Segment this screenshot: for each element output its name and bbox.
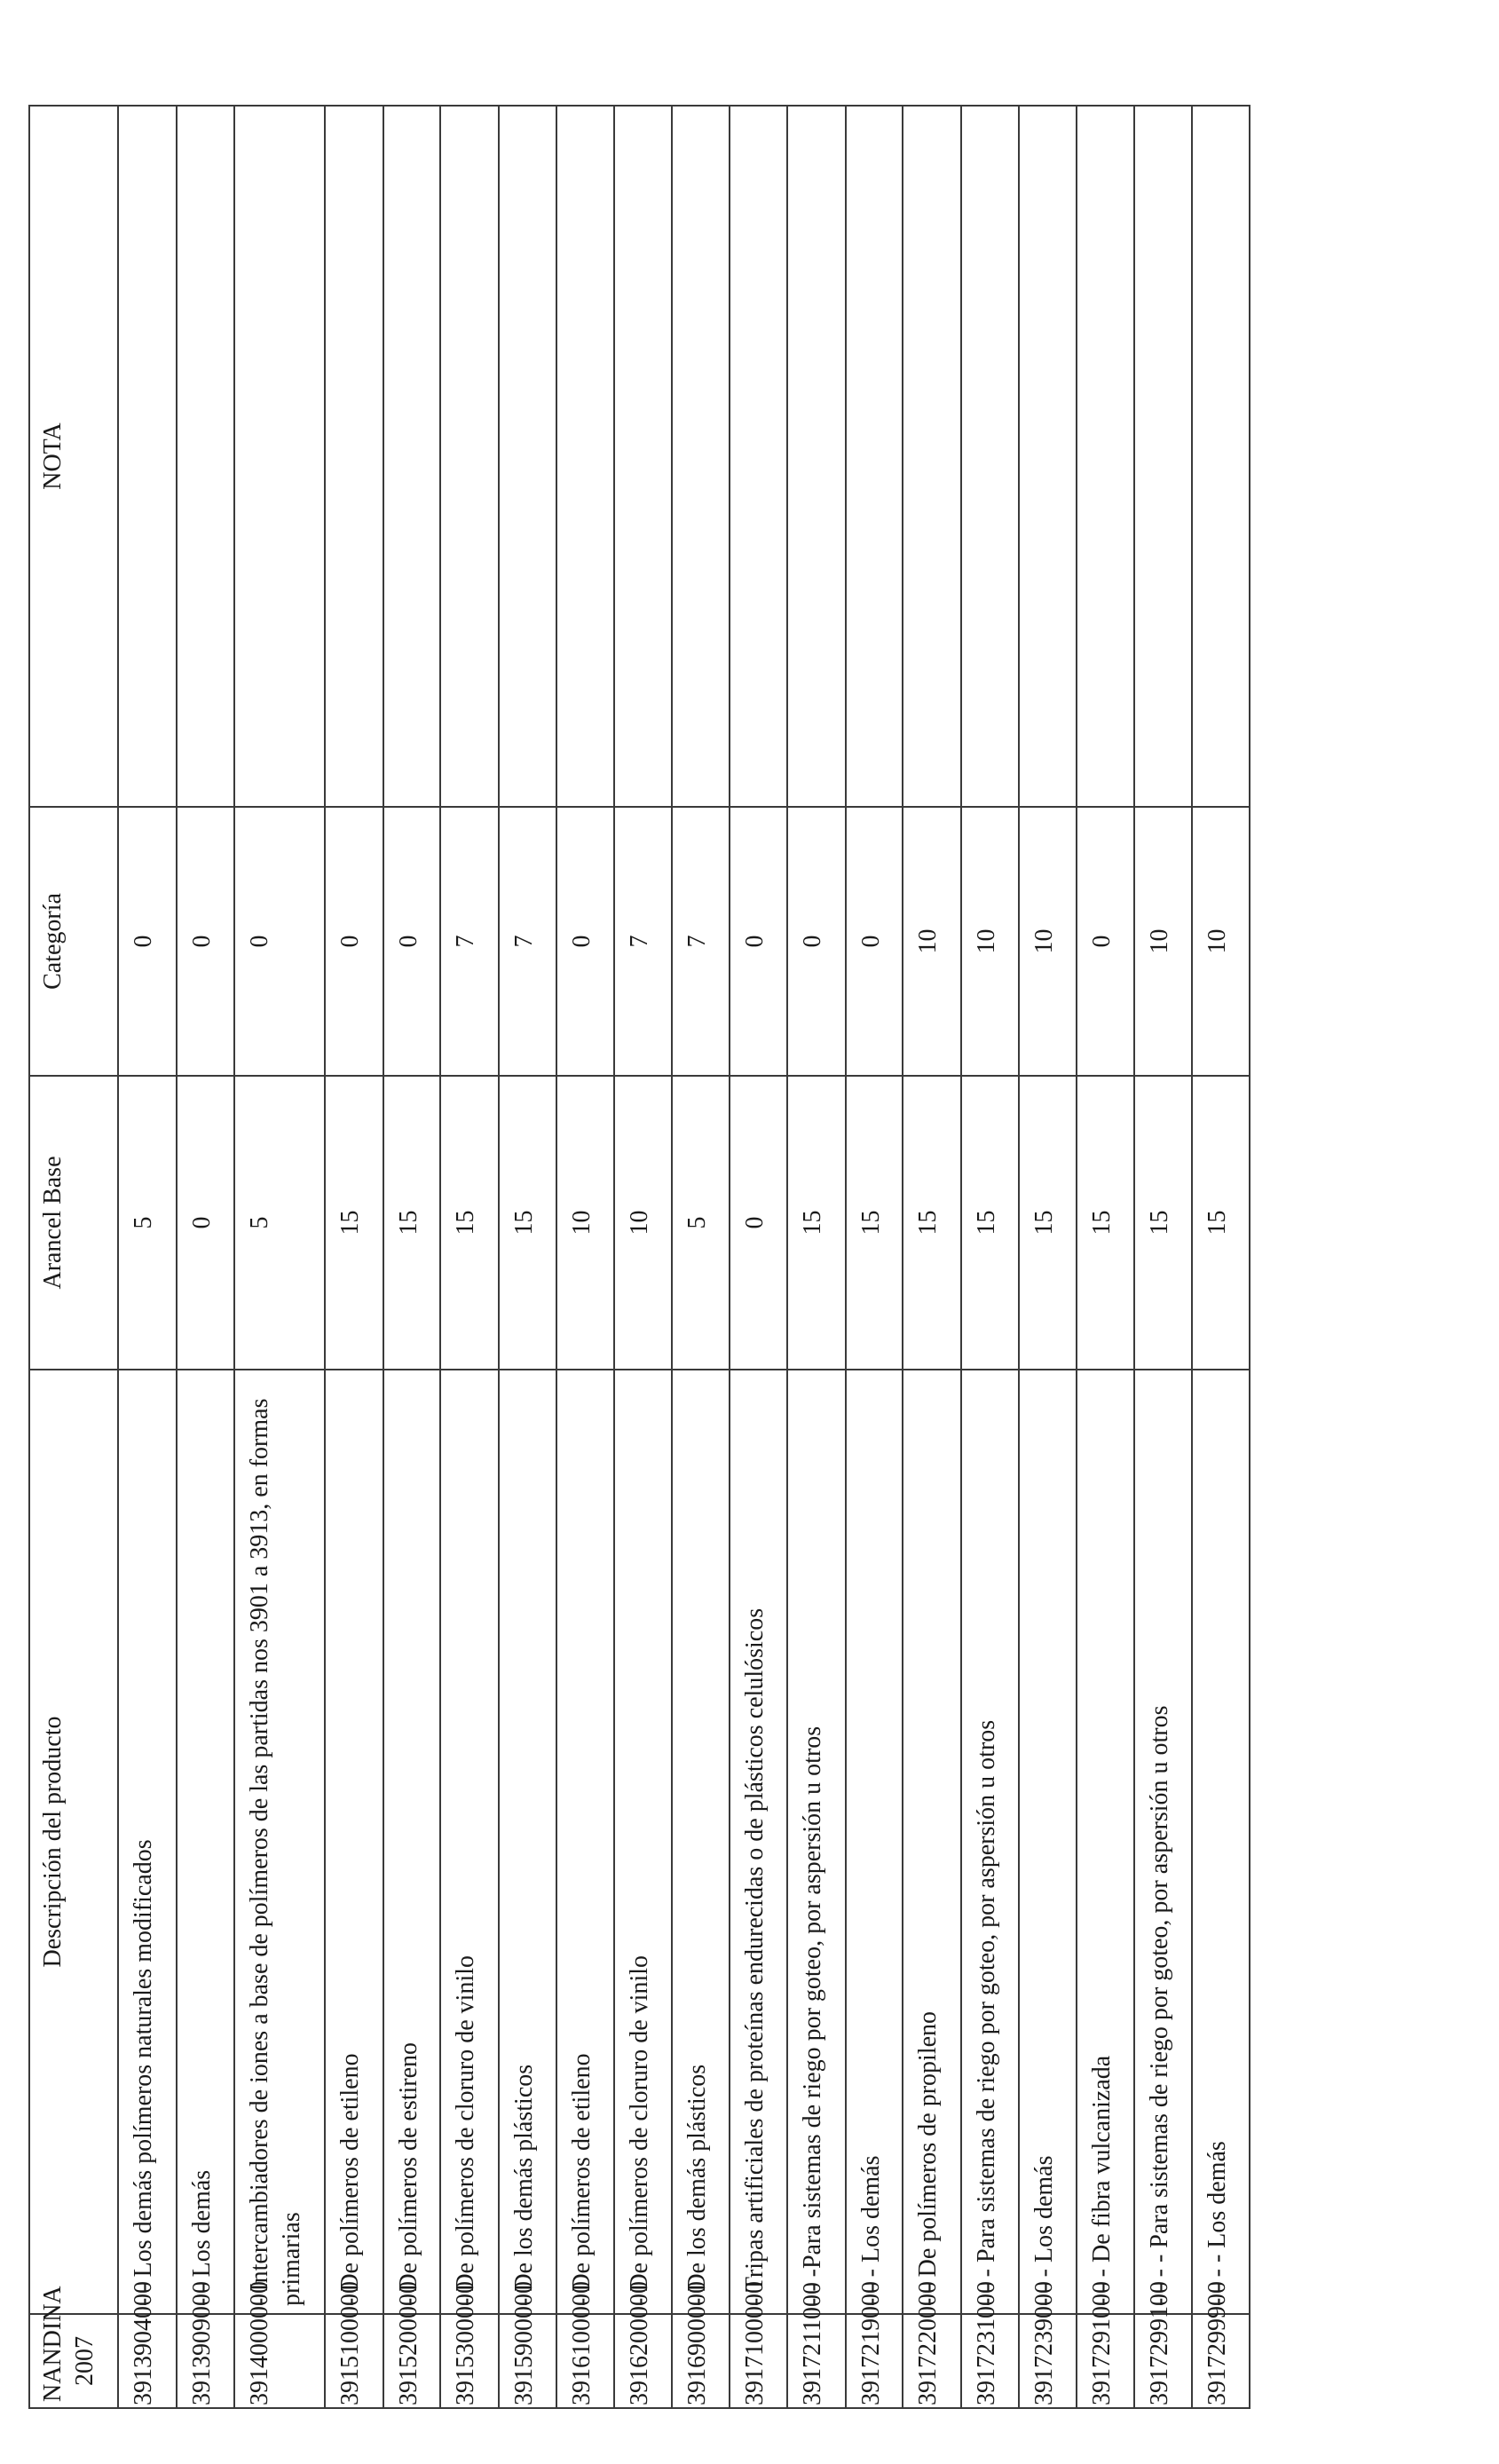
table-row [1077, 106, 1135, 2408]
category: 7 [672, 807, 730, 1076]
note [556, 106, 614, 807]
product-description: - - - Los demás [846, 1370, 903, 2314]
product-description: - - Los demás polímeros naturales modificados [118, 1370, 177, 2314]
note [1192, 106, 1250, 807]
rotated-page [28, 107, 1250, 2409]
product-description: - Intercambiadores de iones a base de polímeros de las partidas nos 3901 a 3913, en formas primarias [234, 1370, 325, 2314]
table-row [440, 106, 499, 2408]
note [1134, 106, 1192, 807]
product-description: - - -Para sistemas de riego por goteo, por aspersión u otros [787, 1370, 846, 2314]
table-row [325, 106, 383, 2408]
note [325, 106, 383, 807]
category: 0 [787, 807, 846, 1076]
table-row [614, 106, 673, 2408]
category: 0 [846, 807, 903, 1076]
note [499, 106, 556, 807]
note [730, 106, 787, 807]
note [118, 106, 177, 807]
note [672, 106, 730, 807]
base-tariff: 0 [177, 1076, 234, 1370]
table-row [1019, 106, 1077, 2408]
product-description: - - De polímeros de propileno [903, 1370, 961, 2314]
table-row [961, 106, 1019, 2408]
note [1077, 106, 1135, 807]
category: 7 [440, 807, 499, 1076]
note [846, 106, 903, 807]
nandina-code: 3916200000 [614, 2314, 673, 2408]
category: 0 [556, 807, 614, 1076]
nandina-code: 3915100000 [325, 2314, 383, 2408]
product-description: - De polímeros de estireno [383, 1370, 441, 2314]
table-row [177, 106, 234, 2408]
header-note: NOTA [29, 106, 118, 807]
base-tariff: 10 [614, 1076, 673, 1370]
header-description: Descripción del producto [29, 1370, 118, 2314]
nandina-code: 3917211000 [787, 2314, 846, 2408]
table-row [499, 106, 556, 2408]
table-row [1134, 106, 1192, 2408]
note [234, 106, 325, 807]
header-base-tariff: Arancel Base [29, 1076, 118, 1370]
product-description: - De los demás plásticos [672, 1370, 730, 2314]
table-row [787, 106, 846, 2408]
nandina-code: 3913904000 [118, 2314, 177, 2408]
note [614, 106, 673, 807]
category: 0 [383, 807, 441, 1076]
table-body [118, 106, 1250, 2408]
category: 0 [325, 807, 383, 1076]
base-tariff: 15 [903, 1076, 961, 1370]
base-tariff: 15 [440, 1076, 499, 1370]
note [177, 106, 234, 807]
base-tariff: 0 [730, 1076, 787, 1370]
product-description: - Tripas artificiales de proteínas endurecidas o de plásticos celulósicos [730, 1370, 787, 2314]
product-description: - - - De fibra vulcanizada [1077, 1370, 1135, 2314]
product-description: - - - Para sistemas de riego por goteo, por aspersión u otros [961, 1370, 1019, 2314]
table-row [383, 106, 441, 2408]
category: 0 [1077, 807, 1135, 1076]
nandina-code: 3914000000 [234, 2314, 325, 2408]
tariff-table [28, 105, 1250, 2409]
header-category: Categoría [29, 807, 118, 1076]
nandina-code: 3917239000 [1019, 2314, 1077, 2408]
category: 7 [499, 807, 556, 1076]
product-description: - De polímeros de cloruro de vinilo [440, 1370, 499, 2314]
nandina-code: 3917291000 [1077, 2314, 1135, 2408]
header-row [29, 106, 118, 2408]
nandina-code: 3917219000 [846, 2314, 903, 2408]
category: 0 [234, 807, 325, 1076]
note [787, 106, 846, 807]
base-tariff: 15 [787, 1076, 846, 1370]
product-description: - - - Los demás [1019, 1370, 1077, 2314]
product-description: - De polímeros de etileno [556, 1370, 614, 2314]
category: 10 [903, 807, 961, 1076]
product-description: - De polímeros de etileno [325, 1370, 383, 2314]
header-code: NANDINA 2007 [29, 2314, 118, 2408]
nandina-code: 3915900000 [499, 2314, 556, 2408]
nandina-code: 3915200000 [383, 2314, 441, 2408]
nandina-code: 3915300000 [440, 2314, 499, 2408]
base-tariff: 15 [325, 1076, 383, 1370]
nandina-code: 3917231000 [961, 2314, 1019, 2408]
nandina-code: 3916100000 [556, 2314, 614, 2408]
category: 7 [614, 807, 673, 1076]
note [1019, 106, 1077, 807]
base-tariff: 15 [1134, 1076, 1192, 1370]
category: 10 [961, 807, 1019, 1076]
table-row [118, 106, 177, 2408]
nandina-code: 3917299900 [1192, 2314, 1250, 2408]
note [383, 106, 441, 807]
note [961, 106, 1019, 807]
note [903, 106, 961, 807]
base-tariff: 15 [961, 1076, 1019, 1370]
base-tariff: 15 [1019, 1076, 1077, 1370]
base-tariff: 10 [556, 1076, 614, 1370]
nandina-code: 3917220000 [903, 2314, 961, 2408]
nandina-code: 3917299100 [1134, 2314, 1192, 2408]
base-tariff: 5 [234, 1076, 325, 1370]
nandina-code: 3917100000 [730, 2314, 787, 2408]
category: 10 [1019, 807, 1077, 1076]
product-description: - De polímeros de cloruro de vinilo [614, 1370, 673, 2314]
nandina-code: 3913909000 [177, 2314, 234, 2408]
category: 0 [118, 807, 177, 1076]
base-tariff: 15 [383, 1076, 441, 1370]
category: 0 [730, 807, 787, 1076]
table-row [556, 106, 614, 2408]
base-tariff: 15 [846, 1076, 903, 1370]
table-row [1192, 106, 1250, 2408]
base-tariff: 15 [499, 1076, 556, 1370]
note [440, 106, 499, 807]
product-description: - - - - Los demás [1192, 1370, 1250, 2314]
table-row [846, 106, 903, 2408]
table-row [672, 106, 730, 2408]
table-row [903, 106, 961, 2408]
base-tariff: 5 [672, 1076, 730, 1370]
table-row [234, 106, 325, 2408]
product-description: - - Los demás [177, 1370, 234, 2314]
base-tariff: 15 [1077, 1076, 1135, 1370]
base-tariff: 15 [1192, 1076, 1250, 1370]
nandina-code: 3916900000 [672, 2314, 730, 2408]
product-description: - De los demás plásticos [499, 1370, 556, 2314]
product-description: - - - - Para sistemas de riego por goteo, por aspersión u otros [1134, 1370, 1192, 2314]
category: 10 [1134, 807, 1192, 1076]
category: 0 [177, 807, 234, 1076]
table-row [730, 106, 787, 2408]
base-tariff: 5 [118, 1076, 177, 1370]
category: 10 [1192, 807, 1250, 1076]
